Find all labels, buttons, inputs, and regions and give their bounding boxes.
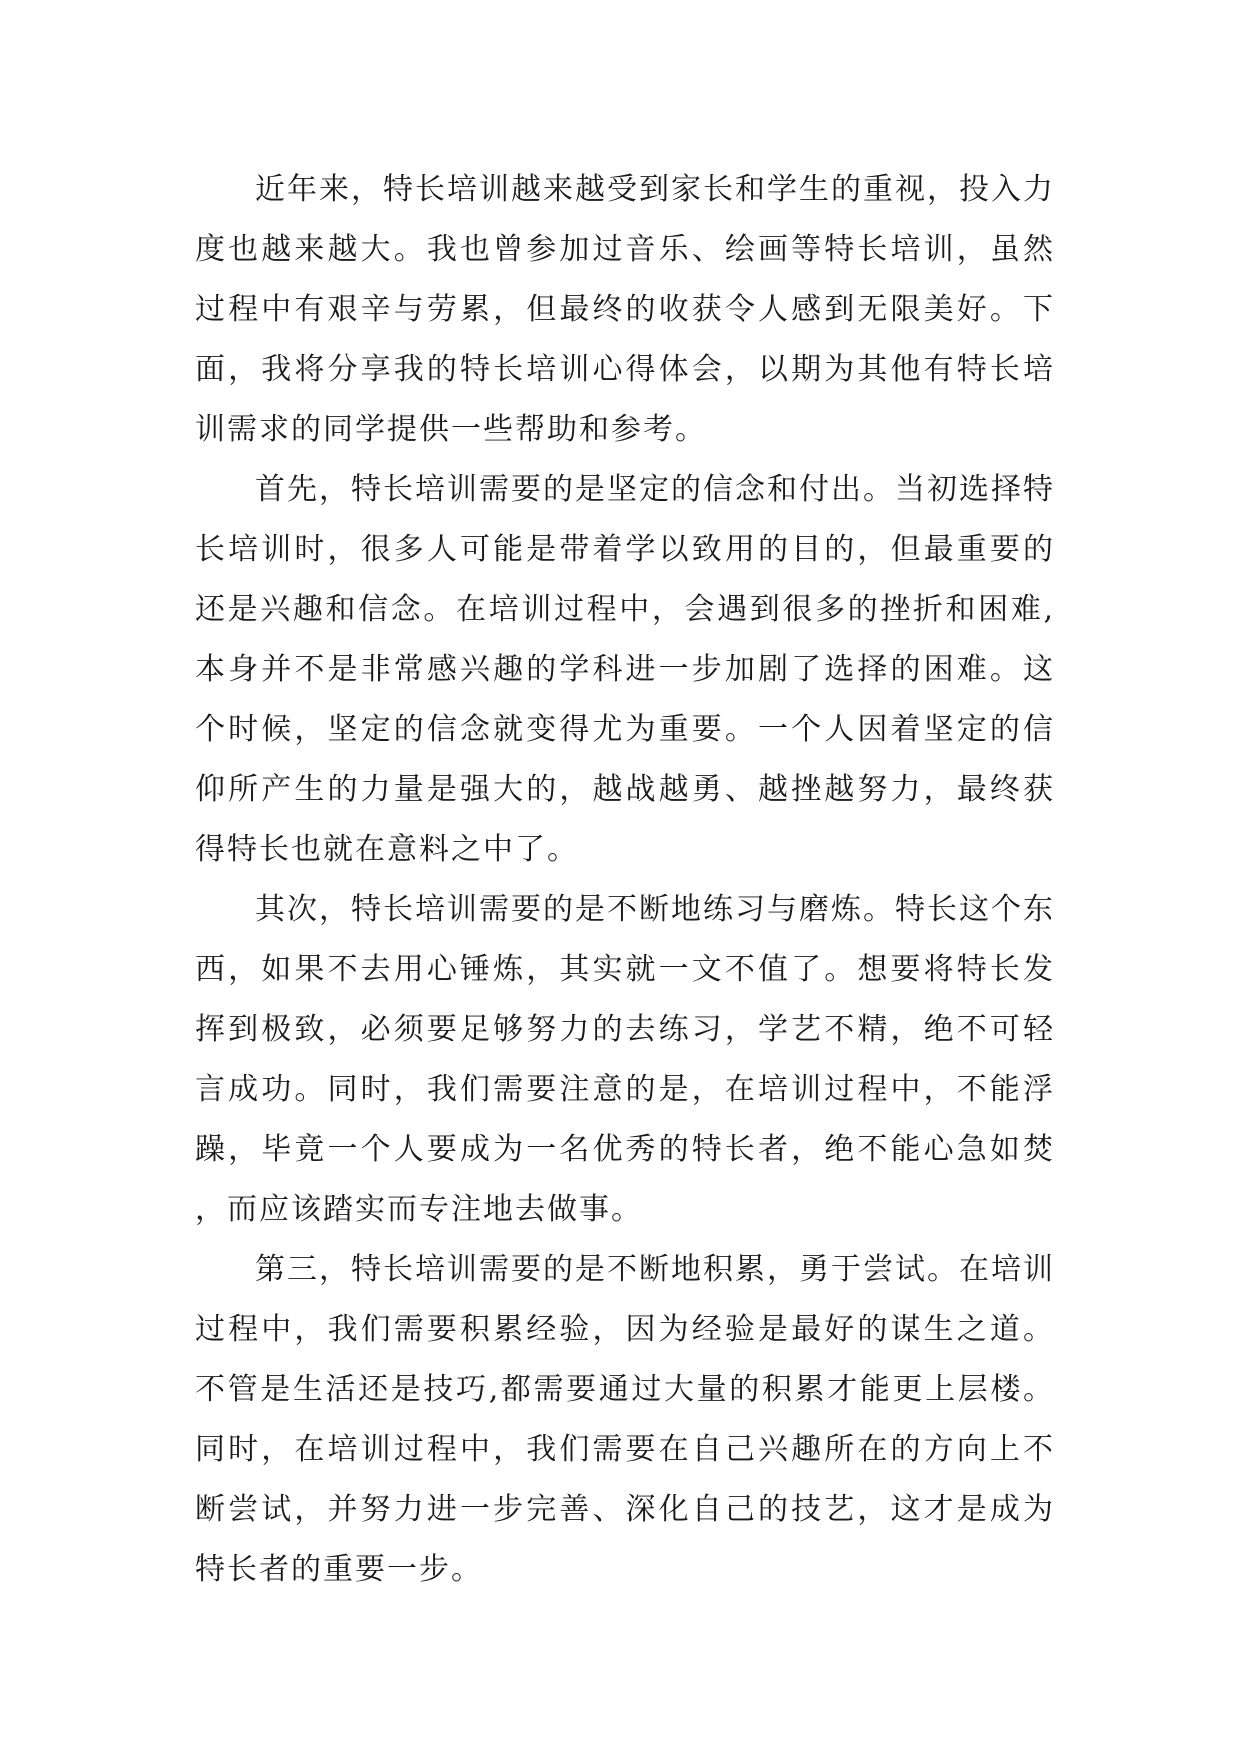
document-body: [195, 160, 1055, 1600]
paragraph-first: 首先，特长培训需要的是坚定的信念和付出。当初选择特长培训时，很多人可能是带着学以致用的目的，但最重要的还是兴趣和信念。在培训过程中，会遇到很多的挫折和困难,本身并不是非常感兴趣的学科进一步加剧了选择的困难。这个时候，坚定的信念就变得尤为重要。一个人因着坚定的信仰所产生的力量是强大的，越战越勇、越挫越努力，最终获得特长也就在意料之中了。: [195, 472, 1055, 867]
paragraph-third: 第三，特长培训需要的是不断地积累，勇于尝试。在培训过程中，我们需要积累经验，因为经验是最好的谋生之道。不管是生活还是技巧,都需要通过大量的积累才能更上层楼。同时，在培训过程中，我们需要在自己兴趣所在的方向上不断尝试，并努力进一步完善、深化自己的技艺，这才是成为特长者的重要一步。: [195, 1252, 1055, 1587]
paragraph-second: 其次，特长培训需要的是不断地练习与磨炼。特长这个东西，如果不去用心锤炼，其实就一文不值了。想要将特长发挥到极致，必须要足够努力的去练习，学艺不精，绝不可轻言成功。同时，我们需要注意的是，在培训过程中，不能浮躁，毕竟一个人要成为一名优秀的特长者，绝不能心急如焚，而应该踏实而专注地去做事。: [195, 892, 1055, 1227]
paragraph-intro: 近年来，特长培训越来越受到家长和学生的重视，投入力度也越来越大。我也曾参加过音乐、绘画等特长培训，虽然过程中有艰辛与劳累，但最终的收获令人感到无限美好。下面，我将分享我的特长培训心得体会，以期为其他有特长培训需求的同学提供一些帮助和参考。: [195, 172, 1055, 447]
